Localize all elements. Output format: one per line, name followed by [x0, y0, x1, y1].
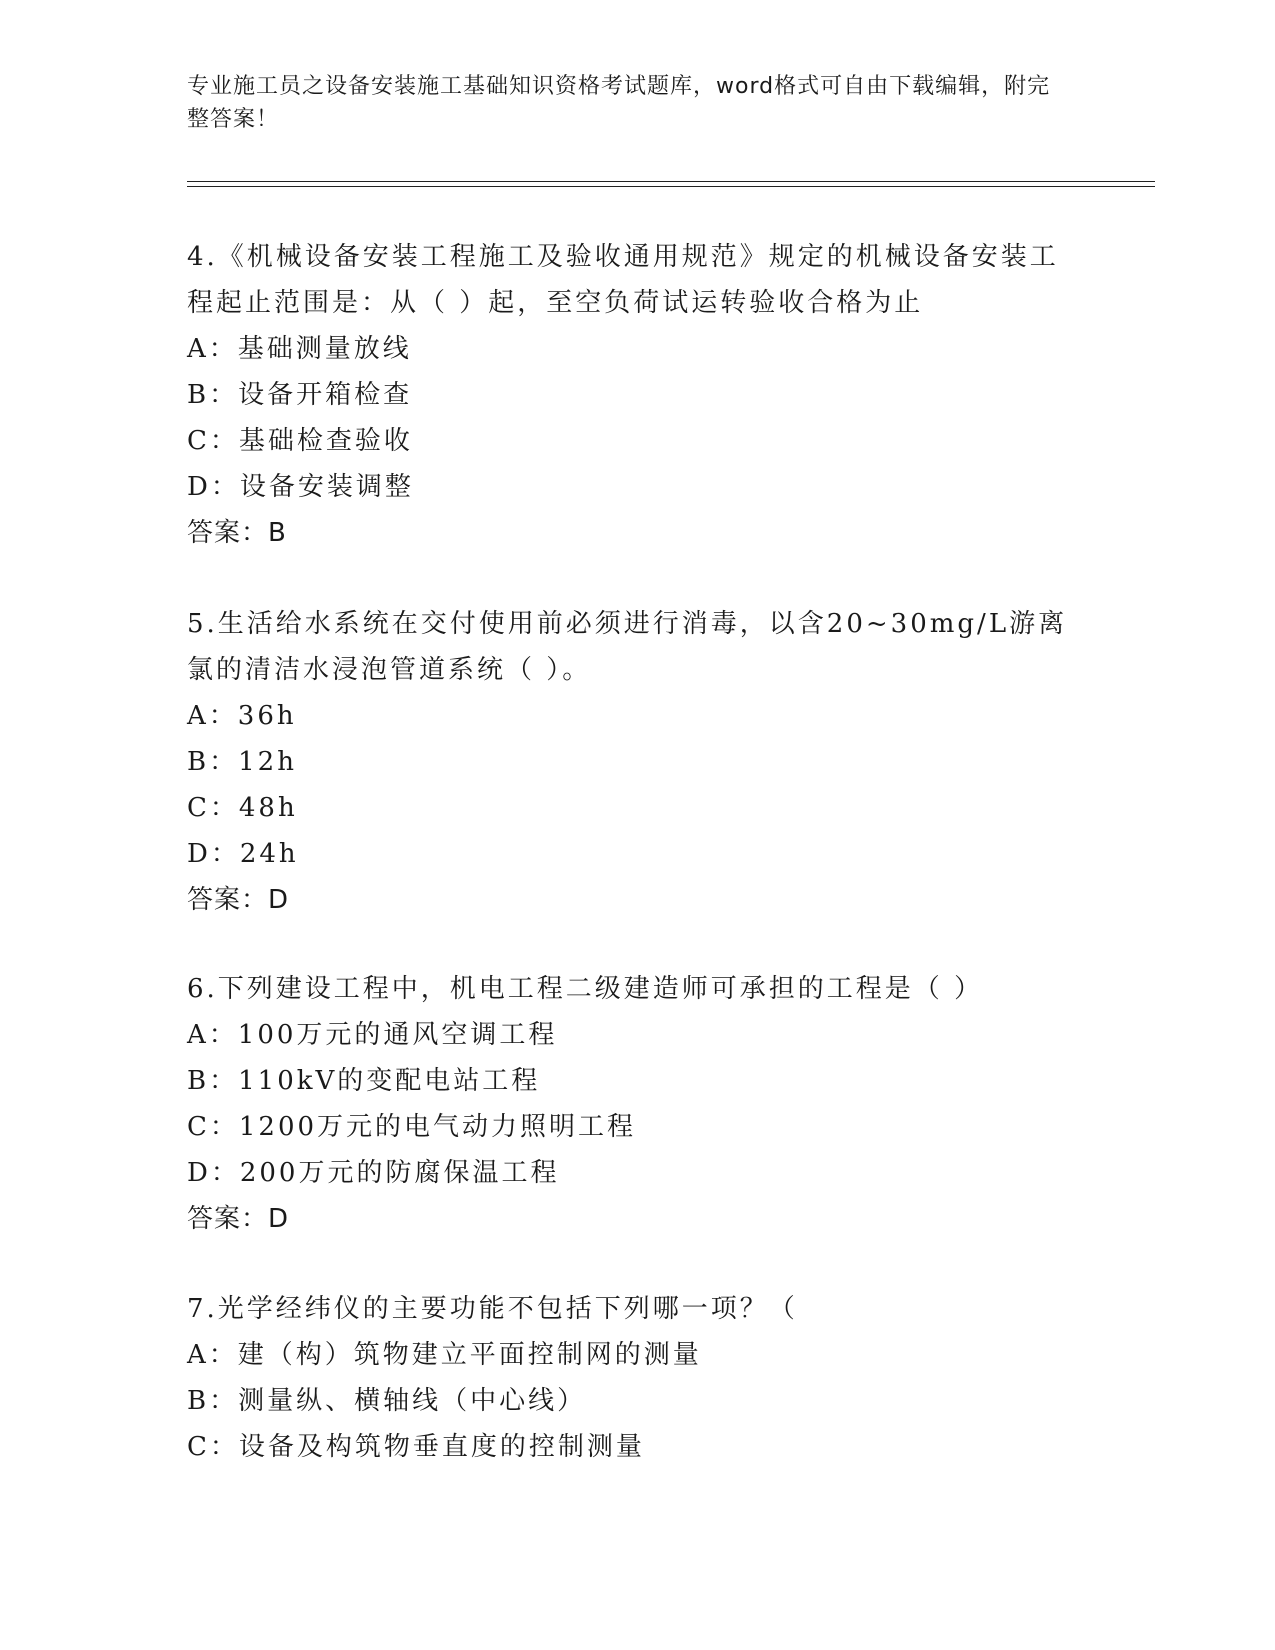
answer: 答案：B	[187, 518, 287, 548]
option-b: B：设备开箱检查	[187, 380, 413, 410]
question-5	[187, 601, 1087, 923]
option-c: C：1200万元的电气动力照明工程	[187, 1112, 637, 1142]
question-6	[187, 966, 1087, 1242]
option-d: D：24h	[187, 839, 299, 869]
question-stem: 6.下列建设工程中，机电工程二级建造师可承担的工程是（ ）	[187, 974, 984, 1004]
answer: 答案：D	[187, 1204, 290, 1234]
option-c: C：设备及构筑物垂直度的控制测量	[187, 1432, 645, 1462]
option-b: B：12h	[187, 747, 297, 777]
option-c: C：基础检查验收	[187, 426, 413, 456]
header-rule-bottom	[187, 186, 1155, 187]
option-d: D：设备安装调整	[187, 472, 414, 502]
question-stem: 5.生活给水系统在交付使用前必须进行消毒，以含20~30mg/L游离氯的清洁水浸泡管道系统（ ）。	[187, 609, 1068, 685]
document-header: 专业施工员之设备安装施工基础知识资格考试题库，word格式可自由下载编辑，附完整答案！	[187, 74, 1051, 132]
answer: 答案：D	[187, 885, 290, 915]
header-rule-top	[187, 181, 1155, 182]
option-b: B：110kV的变配电站工程	[187, 1066, 541, 1096]
question-7	[187, 1286, 1087, 1470]
option-c: C：48h	[187, 793, 298, 823]
question-4	[187, 234, 1087, 556]
option-b: B：测量纵、横轴线（中心线）	[187, 1386, 587, 1416]
option-a: A：基础测量放线	[187, 334, 412, 364]
option-a: A：36h	[187, 701, 297, 731]
option-a: A：建（构）筑物建立平面控制网的测量	[187, 1340, 702, 1370]
question-stem: 4.《机械设备安装工程施工及验收通用规范》规定的机械设备安装工程起止范围是：从（ ）起，至空负荷试运转验收合格为止	[187, 242, 1059, 318]
option-a: A：100万元的通风空调工程	[187, 1020, 558, 1050]
option-d: D：200万元的防腐保温工程	[187, 1158, 560, 1188]
question-stem: 7.光学经纬仪的主要功能不包括下列哪一项？（	[187, 1294, 798, 1324]
